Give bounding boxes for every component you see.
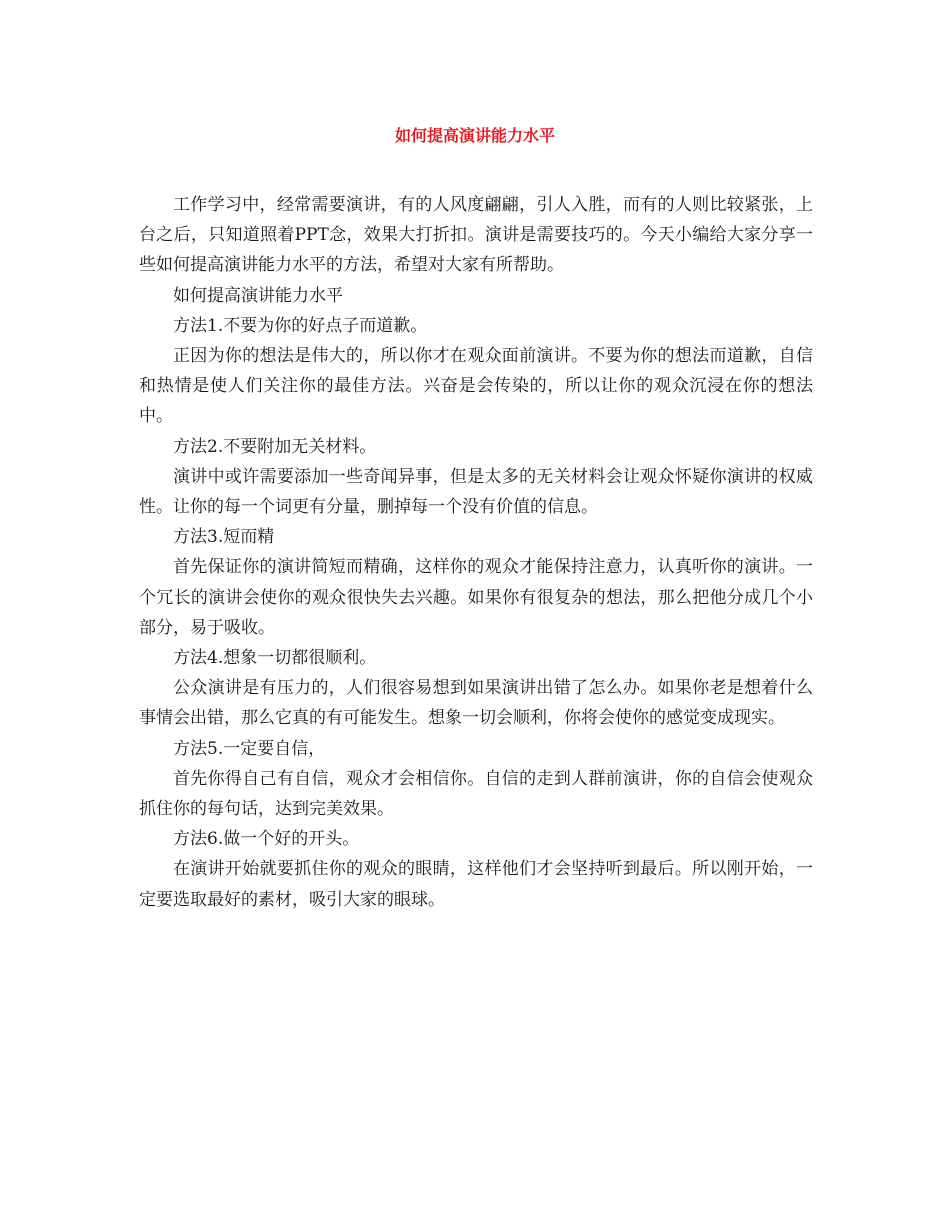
method-5-heading: 方法5.一定要自信， xyxy=(173,738,326,759)
method-1-paragraph: 正因为你的想法是伟大的，所以你才在观众面前演讲。不要为你的想法而道歉，自信和热情是使人们关注你的最佳方法。兴奋是会传染的，所以让你的观众沉浸在你的想法中。 xyxy=(139,346,813,427)
method-6-heading: 方法6.做一个好的开头。 xyxy=(173,829,360,850)
intro-paragraph: 工作学习中，经常需要演讲，有的人风度翩翩，引人入胜，而有的人则比较紧张，上台之后，只知道照着PPT念，效果大打折扣。演讲是需要技巧的。今天小编给大家分享一些如何提高演讲能力水平的方法，希望对大家有所帮助。 xyxy=(139,195,813,276)
document-body xyxy=(139,190,813,915)
method-5-paragraph: 首先你得自己有自信，观众才会相信你。自信的走到人群前演讲，你的自信会使观众抓住你的每句话，达到完美效果。 xyxy=(139,768,813,820)
method-2-paragraph: 演讲中或许需要添加一些奇闻异事，但是太多的无关材料会让观众怀疑你演讲的权威性。让你的每一个词更有分量，删掉每一个没有价值的信息。 xyxy=(139,466,813,518)
method-4-paragraph: 公众演讲是有压力的，人们很容易想到如果演讲出错了怎么办。如果你老是想着什么事情会出错，那么它真的有可能发生。想象一切会顺利，你将会使你的感觉变成现实。 xyxy=(139,678,813,729)
method-1-heading: 方法1.不要为你的好点子而道歉。 xyxy=(173,315,428,336)
section-heading: 如何提高演讲能力水平 xyxy=(173,285,343,306)
method-2-heading: 方法2.不要附加无关材料。 xyxy=(173,436,377,457)
method-6-paragraph: 在演讲开始就要抓住你的观众的眼睛，这样他们才会坚持听到最后。所以刚开始，一定要选取最好的素材，吸引大家的眼球。 xyxy=(139,859,813,910)
document-title: 如何提高演讲能力水平 xyxy=(394,126,555,145)
method-3-heading: 方法3.短而精 xyxy=(173,527,275,548)
method-4-heading: 方法4.想象一切都很顺利。 xyxy=(173,648,377,669)
method-3-paragraph: 首先保证你的演讲简短而精确，这样你的观众才能保持注意力，认真听你的演讲。一个冗长的演讲会使你的观众很快失去兴趣。如果你有很复杂的想法，那么把他分成几个小部分，易于吸收。 xyxy=(139,557,813,638)
